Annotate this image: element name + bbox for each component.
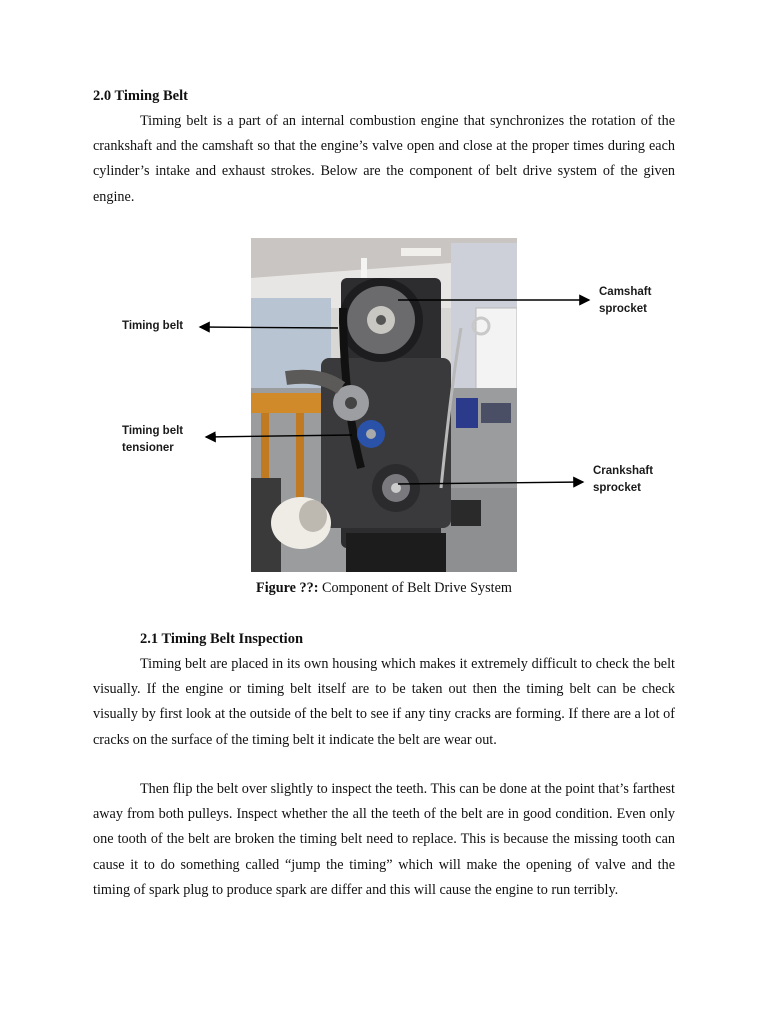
tensioner-label-line1: Timing belt bbox=[122, 425, 184, 437]
paragraph-inspection-2 bbox=[93, 777, 675, 903]
section-heading-timing-belt-inspection: 2.1 Timing Belt Inspection bbox=[140, 631, 304, 647]
timing-belt-tensioner-label bbox=[122, 423, 183, 457]
paragraph-timing-belt-intro bbox=[93, 109, 675, 210]
crankshaft-sprocket-label bbox=[593, 463, 653, 497]
tensioner-label-line2: tensioner bbox=[122, 442, 174, 454]
crankshaft-label-line1: Crankshaft bbox=[593, 465, 654, 477]
paragraph-inspection-1 bbox=[93, 652, 675, 753]
camshaft-label-line2: sprocket bbox=[599, 303, 647, 315]
timing-belt-label: Timing belt bbox=[122, 320, 184, 332]
engine-photo bbox=[251, 238, 517, 572]
figure-caption-prefix: Figure ??: bbox=[256, 580, 319, 596]
paragraph-inspection-1-text: Timing belt are placed in its own housing which makes it extremely difficult to check the belt visually. If the engine or timing belt itself are to be taken out then the timing belt can be check visually by first look at the outside of the belt to see if any tiny cracks are forming. If there are a lot of cracks on the surface of the timing belt it indicate the belt are wear out. bbox=[93, 656, 675, 748]
figure-caption bbox=[0, 580, 768, 597]
engine-illustration bbox=[251, 238, 517, 572]
camshaft-label-line1: Camshaft bbox=[599, 286, 652, 298]
section-heading-timing-belt: 2.0 Timing Belt bbox=[93, 88, 188, 104]
figure-caption-text: Component of Belt Drive System bbox=[318, 580, 512, 596]
paragraph-inspection-2-text: Then flip the belt over slightly to inspect the teeth. This can be done at the point that’s farthest away from both pulleys. Inspect whether the all the teeth of the belt are in good condition. Even only one tooth of the belt are broken the timing belt need to replace. This is because the missing tooth can cause it to do something called “jump the timing” which will make the opening of valve and the timing of spark plug to produce spark are differ and this will cause the engine to run terribly. bbox=[93, 781, 675, 898]
crankshaft-label-line2: sprocket bbox=[593, 482, 641, 494]
paragraph-timing-belt-intro-text: Timing belt is a part of an internal combustion engine that synchronizes the rotation of the crankshaft and the camshaft so that the engine’s valve open and close at the proper times during each cylinder’s intake and exhaust strokes. Below are the component of belt drive system of the given engine. bbox=[93, 113, 675, 205]
camshaft-sprocket-label bbox=[599, 284, 651, 318]
